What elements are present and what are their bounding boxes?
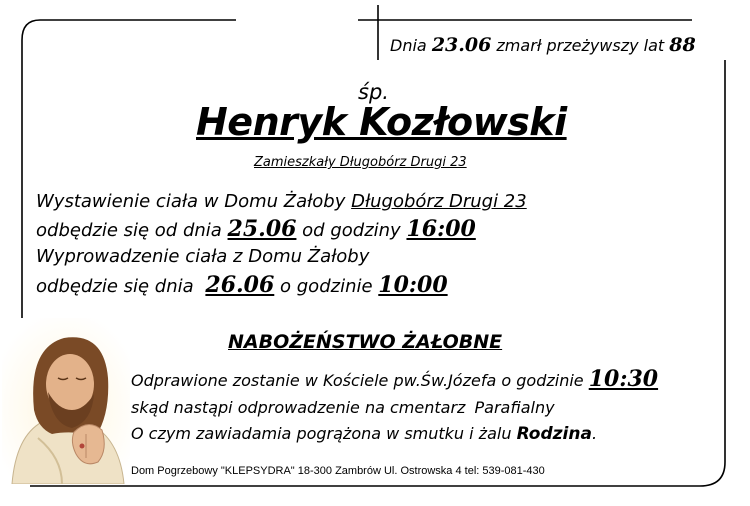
praying-figure-icon	[2, 318, 130, 484]
church-text: Odprawione zostanie w Kościele pw.Św.Józefa	[131, 371, 497, 390]
departure-date: 26.06	[205, 272, 275, 298]
notification-text: O czym zawiadamia pogrążona w smutku i żalu	[131, 424, 512, 443]
viewing-time-label: od godziny	[302, 220, 401, 241]
residence: Zamieszkały Długobórz Drugi 23	[254, 155, 467, 170]
service-line-2	[131, 398, 555, 417]
departure-time-label: o godzinie	[280, 276, 373, 297]
viewing-date: 25.06	[227, 216, 297, 242]
viewing-time: 16:00	[406, 216, 476, 242]
viewing-text: Wystawienie ciała w Domu Żałoby	[36, 191, 346, 212]
deceased-name: Henryk Kozłowski	[196, 100, 567, 144]
viewing-place: Długobórz Drugi 23	[351, 191, 527, 212]
departure-date-label: odbędzie się dnia	[36, 276, 194, 297]
sp-label: śp.	[358, 80, 389, 104]
service-time-label: o godzinie	[501, 371, 584, 390]
service-line-3	[131, 424, 597, 444]
death-age-label: zmarł przeżywszy lat	[496, 36, 665, 55]
family-label: Rodzina	[516, 424, 592, 444]
viewing-line-1	[36, 191, 527, 212]
death-age: 88	[669, 34, 696, 56]
viewing-line-3: Wyprowadzenie ciała z Domu Żałoby	[36, 246, 370, 267]
line-end-dot: .	[591, 424, 598, 443]
funeral-home-footer: Dom Pogrzebowy "KLEPSYDRA" 18-300 Zambrów Ul. Ostrowska 4 tel: 539-081-430	[131, 465, 545, 477]
departure-time: 10:00	[378, 272, 448, 298]
cemetery-name: Parafialny	[474, 398, 555, 417]
viewing-line-2	[36, 216, 476, 242]
viewing-date-label: odbędzie się od dnia	[36, 220, 222, 241]
service-heading: NABOŻEŃSTWO ŻAŁOBNE	[228, 331, 503, 353]
service-line-1	[131, 366, 658, 392]
death-date: 23.06	[431, 34, 492, 56]
death-notice-line	[390, 34, 696, 56]
service-time: 10:30	[588, 366, 659, 392]
death-prefix: Dnia	[390, 36, 427, 55]
viewing-line-4	[36, 272, 448, 298]
cemetery-text: skąd nastąpi odprowadzenie na cmentarz	[131, 398, 466, 417]
